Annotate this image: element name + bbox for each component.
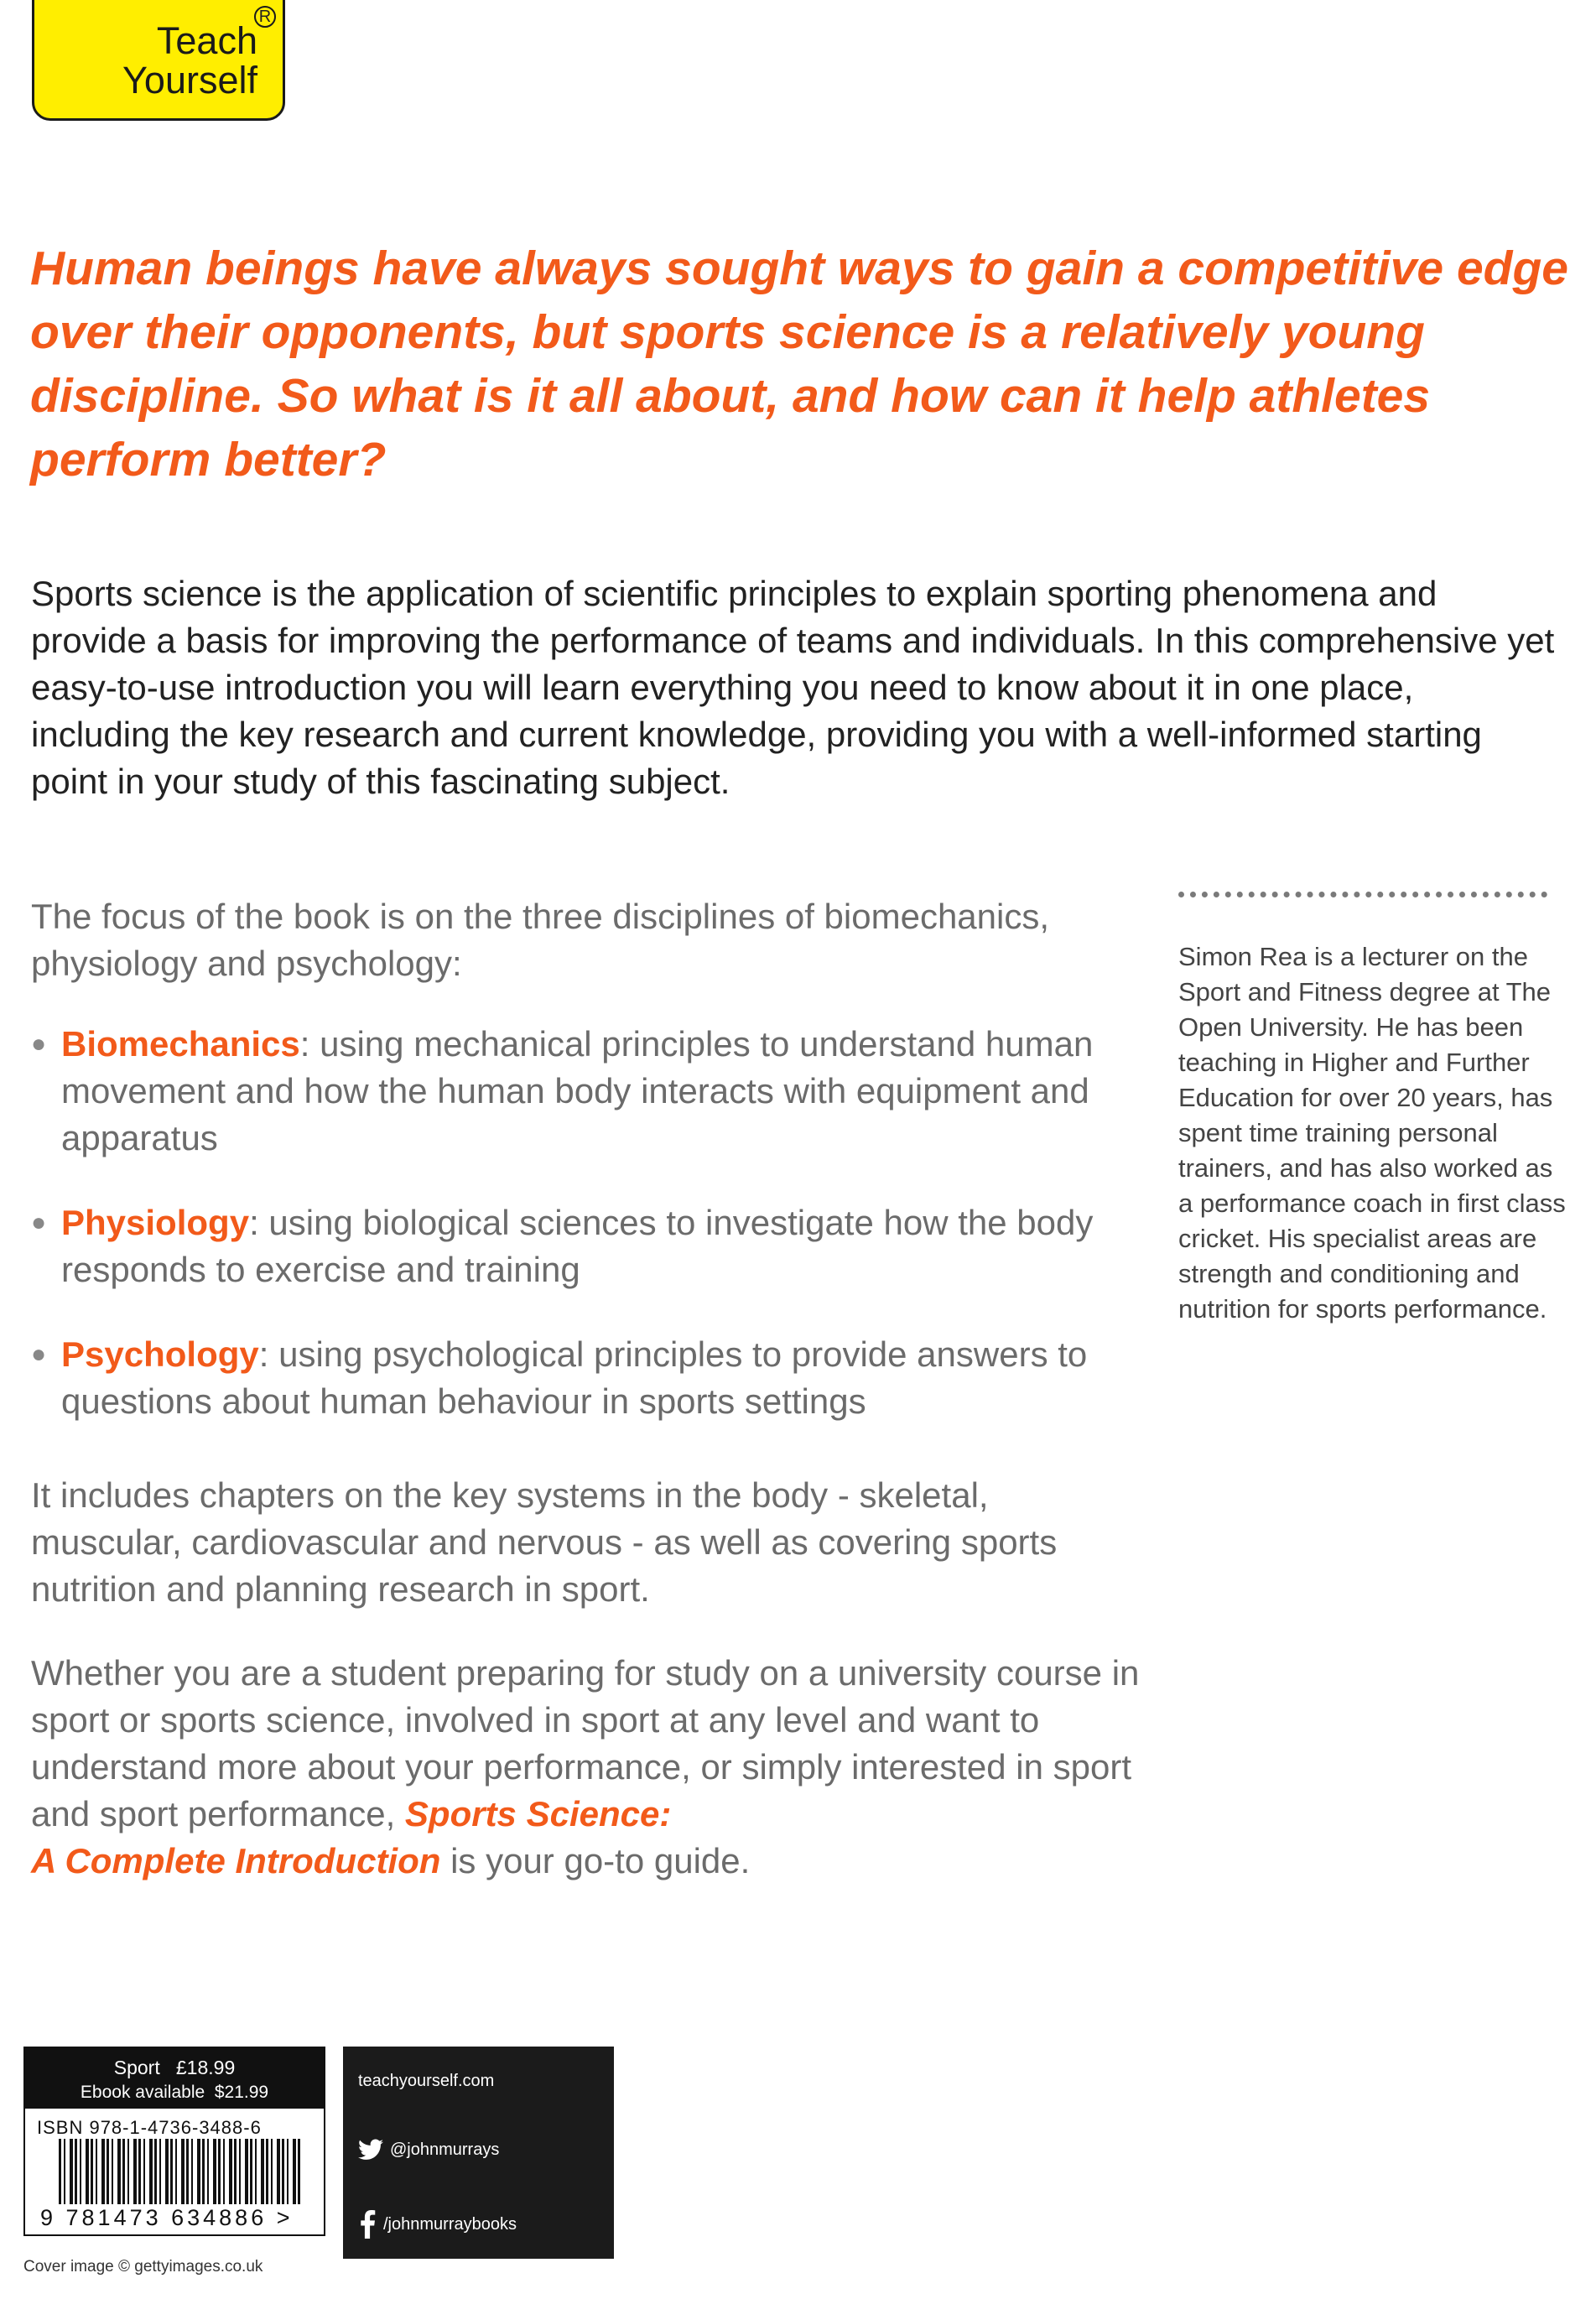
facebook-handle[interactable]: /johnmurraybooks <box>383 2214 517 2234</box>
teach-yourself-logo <box>32 0 285 121</box>
cover-image-credit: Cover image © gettyimages.co.uk <box>23 2258 263 2276</box>
discipline-text: : using mechanical principles to understand human movement and how the human body interacts with equipment and apparatus <box>61 1024 1094 1157</box>
intro-paragraph: Sports science is the application of scientific principles to explain sporting phenomena and provide a basis for improving the performance of teams and individuals. In this comprehensive yet easy-to-use introduction you will learn everything you need to know about it in one place, including the key research and current knowledge, providing you with a well-informed starting point in your study of this fascinating subject. <box>31 574 1555 801</box>
twitter-handle[interactable]: @johnmurrays <box>390 2140 500 2159</box>
isbn: ISBN 978-1-4736-3488-6 <box>37 2117 262 2138</box>
website-link[interactable]: teachyourself.com <box>358 2072 495 2090</box>
logo-line-1: Teach <box>156 19 257 62</box>
bullet-icon: ● <box>31 1340 47 1368</box>
logo-text <box>122 21 257 100</box>
discipline-text: : using biological sciences to investigate how the body responds to exercise and training <box>61 1203 1094 1289</box>
discipline-name: Psychology <box>61 1334 259 1374</box>
book-title-part-1: Sports Science: <box>404 1794 672 1833</box>
price-barcode-box <box>23 2047 325 2236</box>
chapters-paragraph: It includes chapters on the key systems in the body - skeletal, muscular, cardiovascular and nervous - as well as covering sports nutrition and planning research in sport. <box>31 1475 1058 1609</box>
discipline-item <box>31 1199 1146 1293</box>
registered-mark: R <box>254 6 276 28</box>
price-header <box>25 2048 324 2109</box>
book-title-part-2: A Complete Introduction <box>31 1841 441 1880</box>
social-links-box <box>343 2047 614 2259</box>
discipline-name: Physiology <box>61 1203 250 1242</box>
barcode-digits: 9 781473 634886 > <box>40 2205 294 2230</box>
closing-paragraph <box>31 1650 1146 1885</box>
discipline-item <box>31 1021 1146 1162</box>
ebook-label: Ebook available <box>80 2083 205 2102</box>
twitter-icon <box>358 2139 383 2161</box>
discipline-text: : using psychological principles to provide answers to questions about human behaviour in sports settings <box>61 1334 1088 1421</box>
logo-line-2: Yourself <box>122 59 257 101</box>
focus-paragraph: The focus of the book is on the three disciplines of biomechanics, physiology and psychology: <box>31 897 1050 983</box>
barcode <box>59 2139 302 2204</box>
discipline-name: Biomechanics <box>61 1024 300 1064</box>
discipline-item <box>31 1331 1146 1425</box>
facebook-icon <box>358 2210 377 2239</box>
closing-text-end: is your go-to guide. <box>440 1841 751 1880</box>
headline: Human beings have always sought ways to gain a competitive edge over their opponents, but sports science is a relatively young discipline. So what is it all about, and how can it help athletes perform better? <box>30 242 1568 486</box>
price-category: Sport <box>113 2057 160 2078</box>
price-value: £18.99 <box>175 2057 236 2078</box>
dotted-divider <box>1178 892 1547 897</box>
bullet-icon: ● <box>31 1209 47 1236</box>
bullet-icon: ● <box>31 1030 47 1058</box>
ebook-price: $21.99 <box>214 2083 269 2102</box>
closing-text: Whether you are a student preparing for study on a university course in sport or sports science, involved in sport at any level and want to understand more about your performance, or simply interested in sport and sport performance, <box>31 1653 1140 1833</box>
author-bio: Simon Rea is a lecturer on the Sport and Fitness degree at The Open University. He has been teaching in Higher and Further Education for over 20 years, has spent time training personal trainers, and has also worked as a performance coach in first class cricket. His specialist areas are strength and conditioning and nutrition for sports performance. <box>1178 942 1566 1324</box>
description-column <box>31 893 1146 1885</box>
